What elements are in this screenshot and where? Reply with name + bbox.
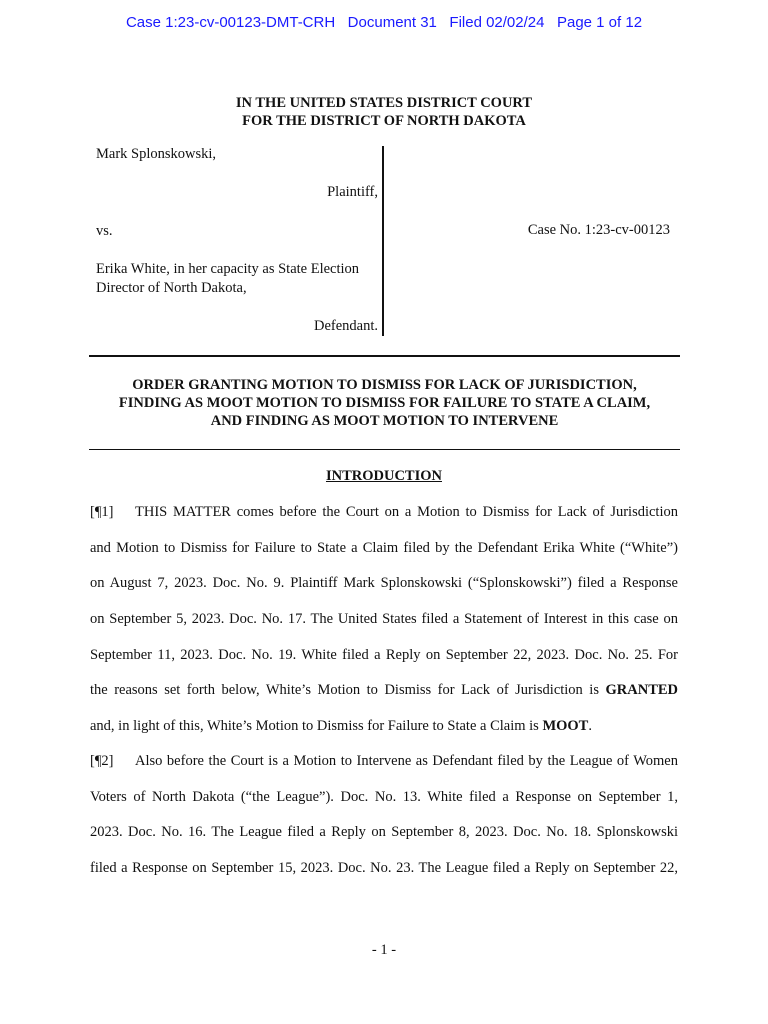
title-rule-top xyxy=(89,355,680,357)
line-text: THIS MATTER comes before the Court on a Motion to Dismiss for Lack of Jurisdiction xyxy=(135,504,678,520)
defendant-name-line2: Director of North Dakota, xyxy=(96,280,247,296)
plaintiff-role: Plaintiff, xyxy=(327,184,378,200)
line-end: . xyxy=(588,718,592,735)
defendant-role: Defendant. xyxy=(313,318,378,334)
moot-emphasis: MOOT xyxy=(542,718,589,735)
case-caption xyxy=(96,146,686,338)
paragraph-line xyxy=(90,709,678,745)
title-rule-bottom xyxy=(89,449,680,450)
court-heading-line1: IN THE UNITED STATES DISTRICT COURT xyxy=(235,95,533,111)
line-text: Also before the Court is a Motion to Intervene as Defendant filed by the League of Women xyxy=(135,753,678,769)
paragraph-line: on August 7, 2023. Doc. No. 9. Plaintiff Mark Splonskowski (“Splonskowski”) filed a Response xyxy=(90,575,678,592)
line-text: and, in light of this, White’s Motion to Dismiss for Failure to State a Claim is xyxy=(90,718,539,735)
defendant-name-line1: Erika White, in her capacity as State Election xyxy=(96,261,360,277)
paragraph-2 xyxy=(90,744,678,887)
court-heading-line2: FOR THE DISTRICT OF NORTH DAKOTA xyxy=(242,113,526,129)
paragraph-line: on September 5, 2023. Doc. No. 17. The United States filed a Statement of Interest in this case on xyxy=(90,611,678,628)
section-heading: INTRODUCTION xyxy=(325,468,442,484)
paragraph-mark: [¶1] xyxy=(90,504,114,520)
paragraph-line: and Motion to Dismiss for Failure to State a Claim filed by the Defendant Erika White (“White”) xyxy=(90,539,678,556)
court-heading xyxy=(0,94,768,130)
ecf-header-stamp: Case 1:23-cv-00123-DMT-CRH Document 31 Filed 02/02/24 Page 1 of 12 xyxy=(125,14,643,31)
paragraph-line: filed a Response on September 15, 2023. Doc. No. 23. The League filed a Reply on September 22, xyxy=(90,860,678,877)
order-title-line2: FINDING AS MOOT MOTION TO DISMISS FOR FAILURE TO STATE A CLAIM, xyxy=(118,395,651,411)
paragraph-line xyxy=(90,673,678,709)
order-title-line3: AND FINDING AS MOOT MOTION TO INTERVENE xyxy=(210,413,559,429)
case-number: Case No. 1:23-cv-00123 xyxy=(527,222,670,238)
versus-label: vs. xyxy=(96,223,113,239)
line-text: the reasons set forth below, White’s Motion to Dismiss for Lack of Jurisdiction is xyxy=(90,682,599,699)
granted-emphasis: GRANTED xyxy=(605,682,679,699)
plaintiff-name: Mark Splonskowski, xyxy=(96,146,217,162)
caption-divider xyxy=(382,146,384,336)
paragraph-mark: [¶2] xyxy=(90,753,114,769)
order-title-line1: ORDER GRANTING MOTION TO DISMISS FOR LACK OF JURISDICTION, xyxy=(132,377,637,393)
paragraph-line: September 11, 2023. Doc. No. 19. White filed a Reply on September 22, 2023. Doc. No. 25. For xyxy=(90,646,678,663)
paragraph-line xyxy=(90,744,678,780)
paragraph-line: 2023. Doc. No. 16. The League filed a Reply on September 8, 2023. Doc. No. 18. Splonskowski xyxy=(90,824,678,841)
paragraph-line: Voters of North Dakota (“the League”). Doc. No. 13. White filed a Response on September 1, xyxy=(90,788,678,805)
paragraph-1 xyxy=(90,495,678,745)
paragraph-line xyxy=(90,495,678,531)
page-number: - 1 - xyxy=(371,942,397,958)
order-title xyxy=(89,376,680,430)
